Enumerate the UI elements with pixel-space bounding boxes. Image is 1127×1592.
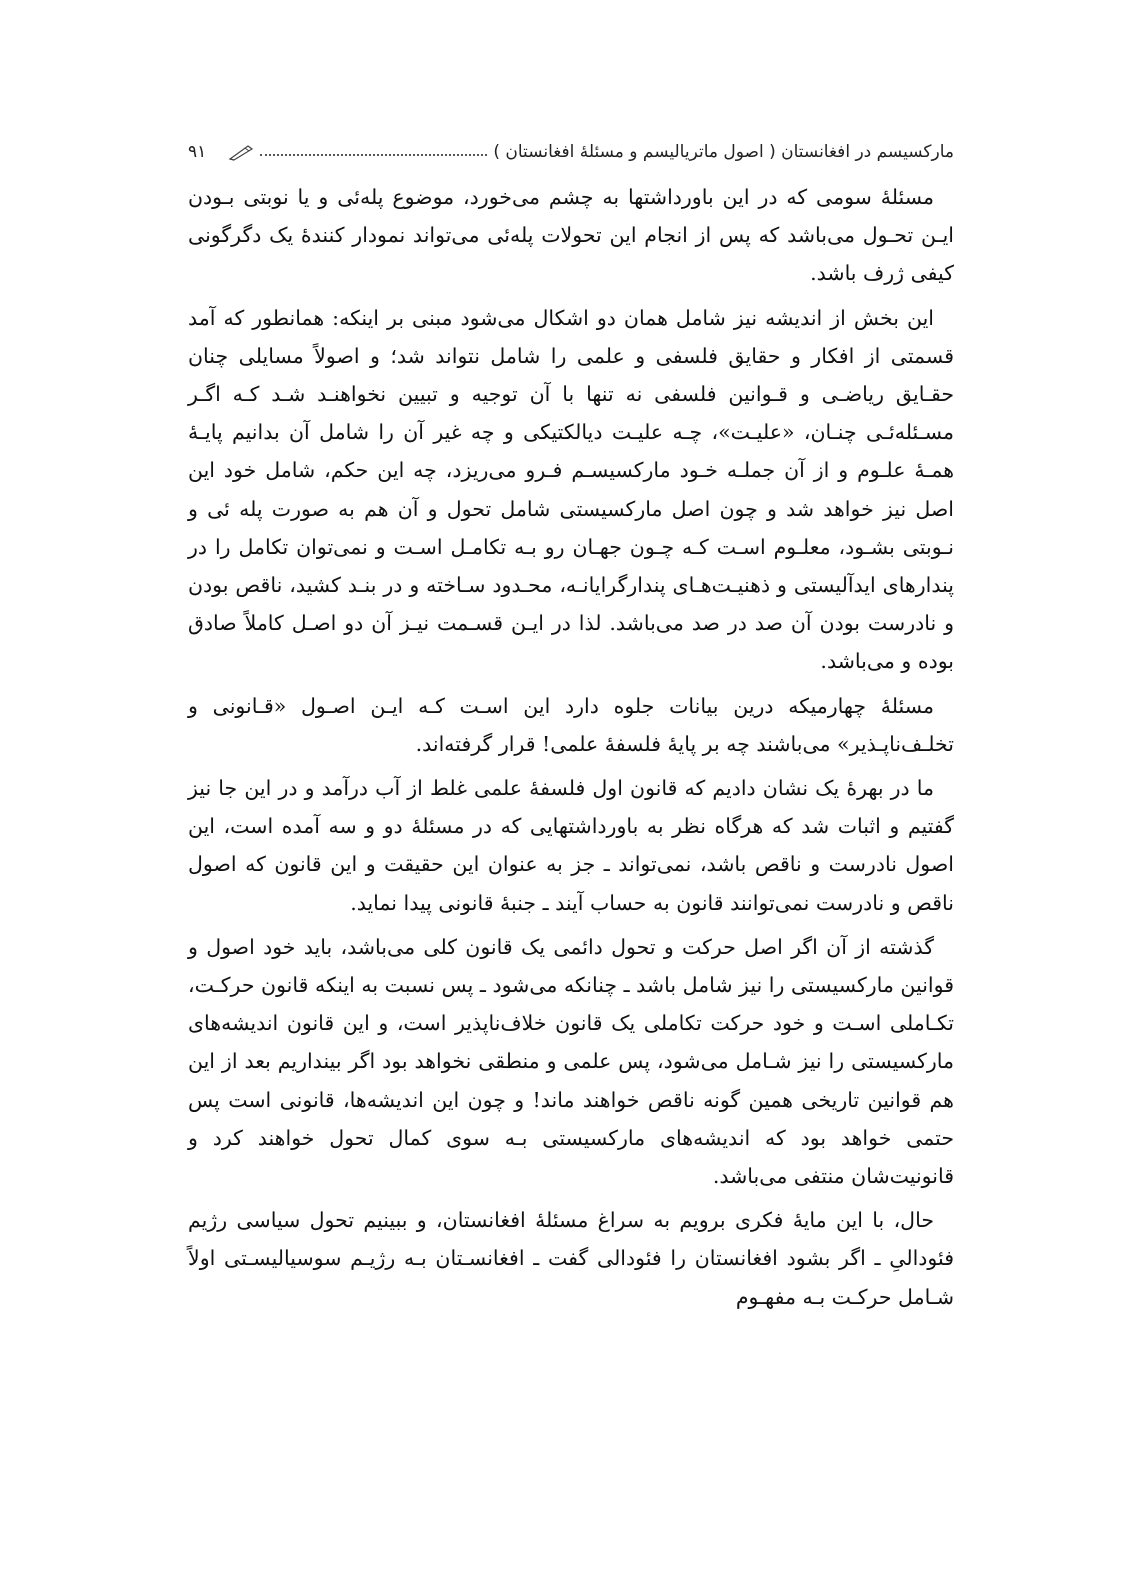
pen-icon bbox=[228, 143, 254, 161]
paragraph: گذشته از آن اگر اصل حرکت و تحول دائمی یک قانون کلی می‌باشد، باید خود اصول و قوانین مارکسیستی را نیز شامل باشد ـ چنانکه می‌شود ـ پس نسبت به اینکه قانون حرکـت، تکـاملی اسـت و خود حرکت تکاملی یک قانون خلاف‌ناپذیر است، و این قانون اندیشه‌های مارکسیستی را نیز شـامل می‌شود، پس علمی و منطقی نخواهد بود اگر بینداریم بعد از این هم قوانین تاریخی همین گونه ناقص خواهند ماند! و چون این اندیشه‌ها، قانونی است پس حتمی خواهد بود که اندیشه‌های مارکسیستی بـه سوی کمال تحول خواهند کرد و قانونیت‌شان منتفی می‌باشد. bbox=[188, 934, 954, 1189]
page-number: ۹۱ bbox=[188, 142, 207, 162]
paragraph: حال، با این مایهٔ فکری برویم به سراغ مسئلهٔ افغانستان، و ببینیم تحول سیاسی رژیم فئودالیِ ـ اگر بشود افغانستان را فئودالی گفت ـ افغانسـتان بـه رژیـم سوسیالیسـتی اولاً شـامل حرکـت بـه مفهـوم bbox=[188, 1208, 954, 1309]
paragraph: ما در بهرهٔ یک نشان دادیم که قانون اول فلسفهٔ علمی غلط از آب درآمد و در این جا نیز گفتیم و اثبات شد که هرگاه نظر به باورداشتهایی که در مسئلهٔ دو و سه آمده است، این اصول نادرست و ناقص باشد، نمی‌تواند ـ جز به عنوان این حقیقت و این قانون که اصول ناقص و نادرست نمی‌توانند قانون به حساب آیند ـ جنبهٔ قانونی پیدا نماید. bbox=[188, 776, 954, 915]
header-title: مارکسیسم در افغانستان ( اصول ماتریالیسم و مسئلهٔ افغانستان ) bbox=[493, 142, 954, 162]
paragraph: این بخش از اندیشه نیز شامل همان دو اشکال می‌شود مبنی بر اینکه: همانطور که آمد قسمتی از افکار و حقایق فلسفی و علمی را شامل نتواند شد؛ و اصولاً مسایلی چنان حقـایق ریاضـی و قـوانین فلسفی نه تنها با آن توجیه و تبیین نخواهنـد شـد کـه اگـر مسـئله‌ئـی چنـان، «علیـت»، چـه علیـت دیالکتیکی و چه غیر آن را شامل آن بدانیم پایـهٔ همـهٔ علـوم و از آن جملـه خـود مارکسیسـم فـرو می‌ریزد، چه این حکم، شامل خود این اصل نیز خواهد شد و چون اصل مارکسیستی شامل تحول و آن هم به صورت پله ئی و نـوبتی بشـود، معلـوم اسـت کـه چـون جهـان رو بـه تکامـل اسـت و نمی‌توان تکامل را در پندارهای ایدآلیستی و ذهنیـت‌هـای پندارگرایانـه، محـدود سـاخته و در بنـد کشید، ناقص بودن و نادرست بودن آن صد در صد می‌باشد. لذا در ایـن قسـمت نیـز آن دو اصـل کاملاً صادق بوده و می‌باشد. bbox=[188, 305, 954, 674]
body-text bbox=[188, 178, 954, 1322]
paragraph: مسئلهٔ چهارمیکه درین بیانات جلوه دارد این اسـت کـه ایـن اصـول «قـانونی و تخلـف‌ناپـذیر» می‌باشند چه بر پایهٔ فلسفهٔ علمی! قرار گرفته‌اند. bbox=[188, 693, 954, 756]
running-header bbox=[188, 134, 954, 170]
paragraph: مسئلهٔ سومی که در این باورداشتها به چشم می‌خورد، موضوع پله‌ئی و یا نوبتی بـودن ایـن تحـول می‌باشد که پس از انجام این تحولات پله‌ئی می‌تواند نمودار کنندهٔ یک دگرگونی کیفی ژرف باشد. bbox=[188, 185, 954, 286]
header-dot-leader bbox=[260, 144, 487, 156]
